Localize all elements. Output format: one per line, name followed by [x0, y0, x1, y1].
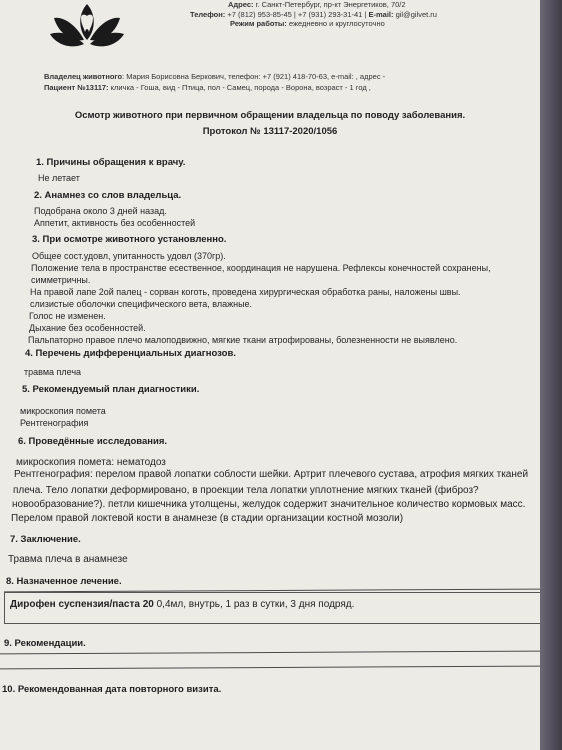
- owner-label: Владелец животного: [44, 72, 123, 81]
- section-5-line: Рентгенография: [20, 418, 89, 428]
- hours: ежедневно и круглосуточно: [288, 19, 385, 28]
- address: г. Санкт-Петербург, пр-кт Энергетиков, 70/2: [255, 0, 406, 9]
- background-edge: [540, 0, 562, 750]
- section-3-line: Общее сост.удовл, упитанность удовл (370гр).: [32, 251, 226, 261]
- section-2-line: Аппетит, активность без особенностей: [34, 218, 196, 228]
- section-2-line: Подобрана около 3 дней назад.: [34, 206, 167, 216]
- section-3-line: слизистые оболочки специфическогo вета, влажные.: [30, 299, 253, 309]
- clinic-logo: [48, 0, 126, 56]
- protocol-number: Протокол № 13117-2020/1056: [202, 126, 338, 137]
- section-6-heading: 6. Проведённые исследования.: [18, 436, 168, 447]
- section-7-line: Травма плеча в анамнезе: [8, 554, 128, 565]
- section-6-line: Перелом правой локтевой кости в анамнезе (в стадии организации костной мозоли): [11, 513, 404, 524]
- section-3-line: Положение тела в пространстве есественное, координация не нарушена. Рефлексы конечностей сохранены,: [31, 263, 491, 273]
- drug-dose: 0,4мл, внутрь, 1 раз в сутки, 3 дня подряд.: [153, 599, 355, 610]
- section-3-line: Голос не изменен.: [29, 311, 106, 321]
- section-6-line: новообразование?). петли кишечника утолщены, желудок содержит значительное количество кормовых масс.: [12, 499, 526, 510]
- phones: +7 (812) 953-85-45 | +7 (931) 293-31-41 |: [227, 9, 367, 19]
- divider: [0, 666, 540, 670]
- section-4-heading: 4. Перечень дифференциальных диагнозов.: [25, 348, 236, 359]
- owner-patient-block: [44, 71, 385, 93]
- drug-name: Дирофен суспензия/паста 20: [10, 599, 154, 610]
- treatment-line: [10, 598, 354, 612]
- hours-label: Режим работы:: [230, 19, 287, 28]
- section-4-line: травма плеча: [24, 367, 82, 377]
- section-9-heading: 9. Рекомендации.: [4, 638, 86, 649]
- section-1-heading: 1. Причины обращения к врачу.: [36, 157, 186, 168]
- patient-label: Пациент №13117:: [44, 83, 109, 92]
- address-label: Адрес:: [228, 0, 254, 9]
- section-3-heading: 3. При осмотре животного установленно.: [32, 234, 227, 245]
- section-3-line: Пальпаторно правое плечо малоподвижно, мягкие ткани атрофированы, болезненности не выявлено.: [28, 335, 458, 345]
- section-7-heading: 7. Заключение.: [10, 534, 81, 545]
- section-3-line: Дыхание без особенностей.: [29, 323, 146, 333]
- section-2-heading: 2. Анамнез со слов владельца.: [34, 190, 182, 201]
- email-link[interactable]: gil@gilvet.ru: [395, 9, 437, 19]
- section-10-heading: 10. Рекомендованная дата повторного визита.: [2, 684, 222, 695]
- clinic-contacts: [190, 0, 540, 29]
- patient-info: кличка - Гоша, вид - Птица, пол - Самец, порода - Ворона, возраст - 1 год ,: [108, 83, 371, 92]
- section-6-line: Рентгенография: перелом правой лопатки соблости шейки. Артрит плечевого сустава, атрофия мягких тканей: [14, 469, 529, 480]
- section-5-line: микроскопия помета: [20, 406, 106, 416]
- section-8-heading: 8. Назначенное лечение.: [6, 576, 122, 587]
- section-3-line: На правой лапе 2ой палец - сорван коготь, проведена хирургическая обработка раны, наложены швы.: [30, 287, 461, 297]
- section-1-line: Не летает: [38, 173, 80, 183]
- phone-label: Телефон:: [190, 9, 226, 19]
- divider: [0, 651, 540, 655]
- section-3-line: симметричны.: [31, 275, 91, 285]
- section-5-heading: 5. Рекомендуемый план диагностики.: [22, 384, 200, 395]
- section-6-line: микроскопия помета: нематодоз: [16, 457, 166, 468]
- email-label: E-mail:: [368, 9, 394, 19]
- protocol-title: Осмотр животного при первичном обращении владельца по поводу заболевания.: [74, 110, 466, 121]
- section-6-line: плеча. Тело лопатки деформировано, в проекции тела лопатки уплотнение мягких тканей (фиброз?: [13, 485, 479, 496]
- owner-info: : Мария Борисовна Беркович, телефон: +7 (921) 418-70-63, e-mail: , адрес -: [122, 72, 386, 81]
